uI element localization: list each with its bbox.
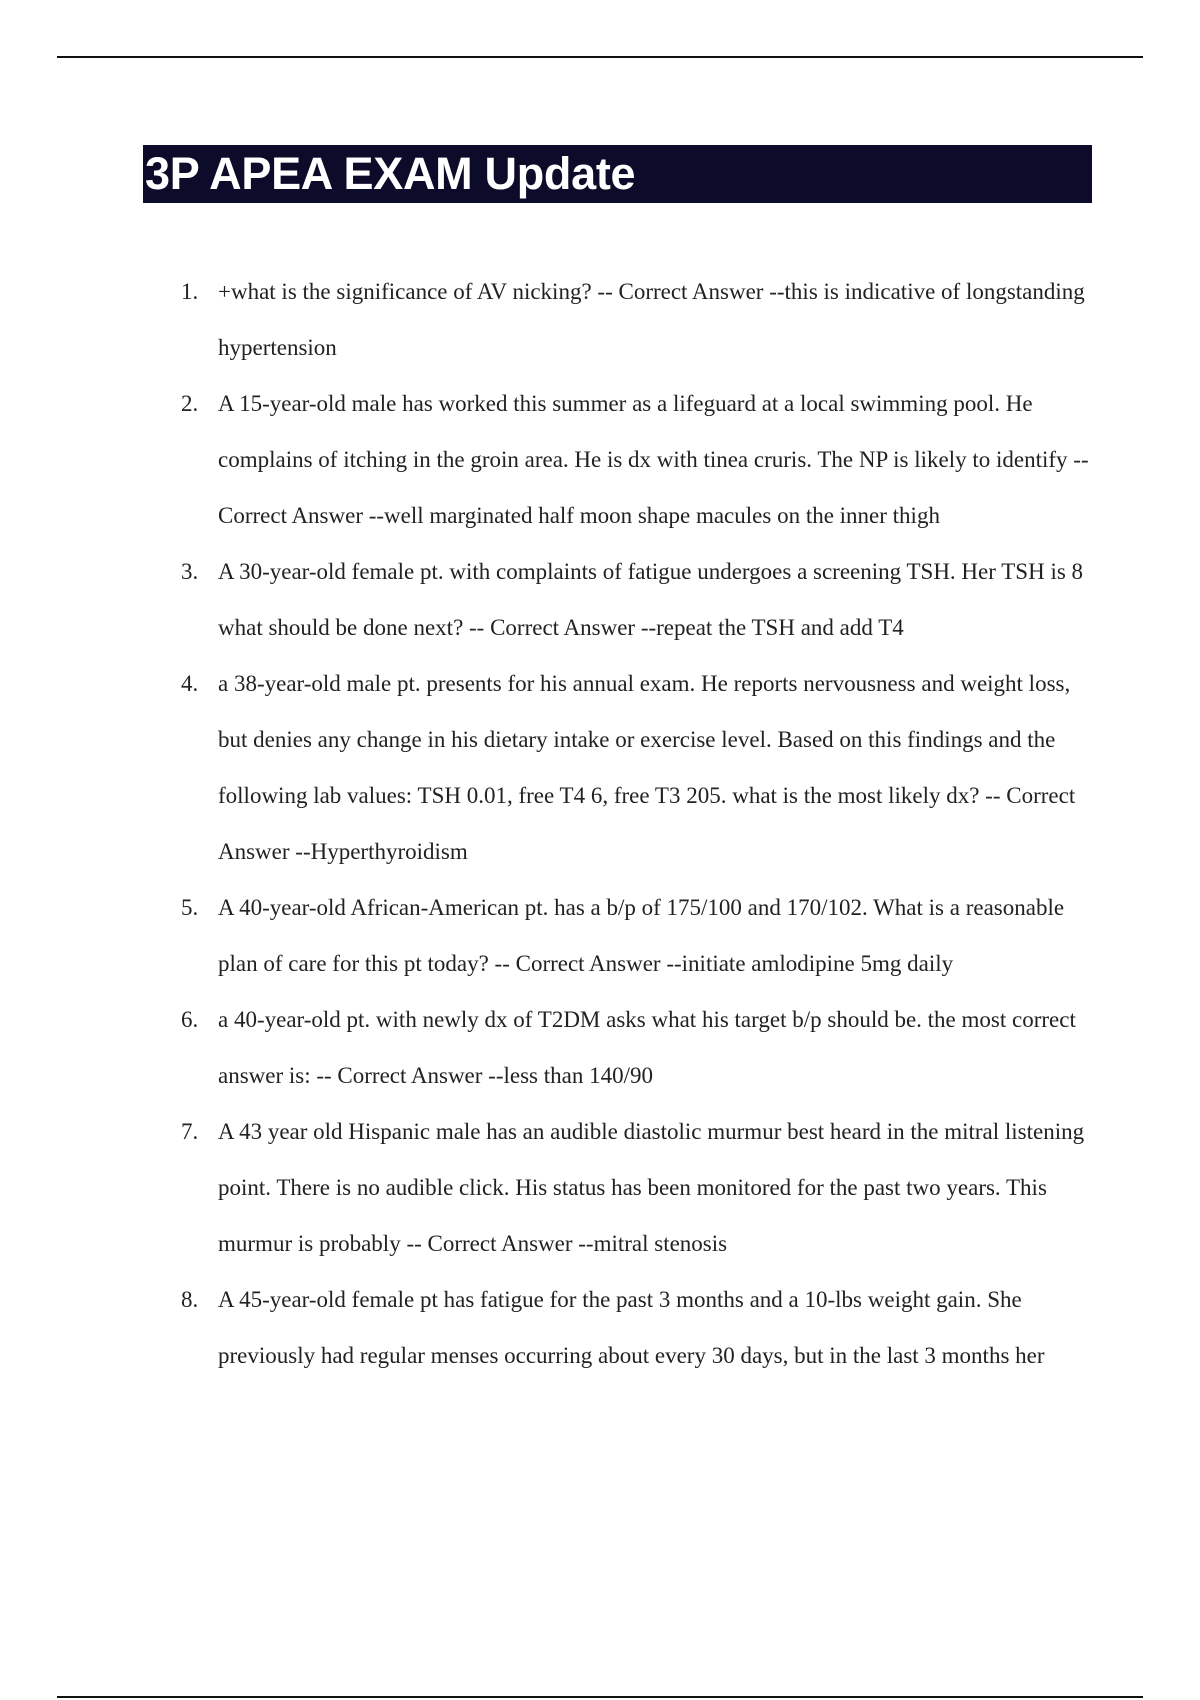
- bottom-rule: [57, 1696, 1143, 1698]
- question-number: 6.: [181, 1007, 199, 1032]
- document-title: 3P APEA EXAM Update: [145, 148, 636, 199]
- question-item: [174, 1272, 1094, 1384]
- question-number: 7.: [181, 1119, 199, 1144]
- question-item: [174, 376, 1094, 544]
- question-number: 2.: [181, 391, 199, 416]
- title-banner: [143, 145, 1092, 203]
- question-text: A 43 year old Hispanic male has an audible diastolic murmur best heard in the mitral listening point. There is no audible click. His status has been monitored for the past two years. This murmur is probably -- Correct Answer --mitral stenosis: [218, 1119, 1085, 1256]
- question-item: [174, 656, 1094, 880]
- question-text: a 40-year-old pt. with newly dx of T2DM asks what his target b/p should be. the most correct answer is: -- Correct Answer --less than 140/90: [218, 1007, 1076, 1088]
- question-number: 5.: [181, 895, 199, 920]
- question-list: [174, 264, 1094, 1384]
- question-text: +what is the significance of AV nicking? -- Correct Answer --this is indicative of longstanding hypertension: [218, 279, 1085, 360]
- question-number: 3.: [181, 559, 199, 584]
- question-text: A 40-year-old African-American pt. has a b/p of 175/100 and 170/102. What is a reasonable plan of care for this pt today? -- Correct Answer --initiate amlodipine 5mg daily: [218, 895, 1065, 976]
- question-number: 4.: [181, 671, 199, 696]
- question-text: a 38-year-old male pt. presents for his annual exam. He reports nervousness and weight loss, but denies any change in his dietary intake or exercise level. Based on this findings and the following lab values: TSH 0.01, free T4 6, free T3 205. what is the most likely dx? -- Correct Answer --Hyperthyroidism: [218, 671, 1076, 864]
- question-number: 8.: [181, 1287, 199, 1312]
- question-text: A 45-year-old female pt has fatigue for the past 3 months and a 10-lbs weight gain. She previously had regular menses occurring about every 30 days, but in the last 3 months her: [218, 1287, 1045, 1368]
- question-text: A 30-year-old female pt. with complaints of fatigue undergoes a screening TSH. Her TSH is 8 what should be done next? -- Correct Answer --repeat the TSH and add T4: [218, 559, 1084, 640]
- question-item: [174, 544, 1094, 656]
- question-item: [174, 264, 1094, 376]
- question-number: 1.: [181, 279, 199, 304]
- top-rule: [57, 56, 1143, 58]
- question-item: [174, 992, 1094, 1104]
- question-text: A 15-year-old male has worked this summer as a lifeguard at a local swimming pool. He complains of itching in the groin area. He is dx with tinea cruris. The NP is likely to identify -- Correct Answer --well marginated half moon shape macules on the inner thigh: [218, 391, 1089, 528]
- question-item: [174, 1104, 1094, 1272]
- question-item: [174, 880, 1094, 992]
